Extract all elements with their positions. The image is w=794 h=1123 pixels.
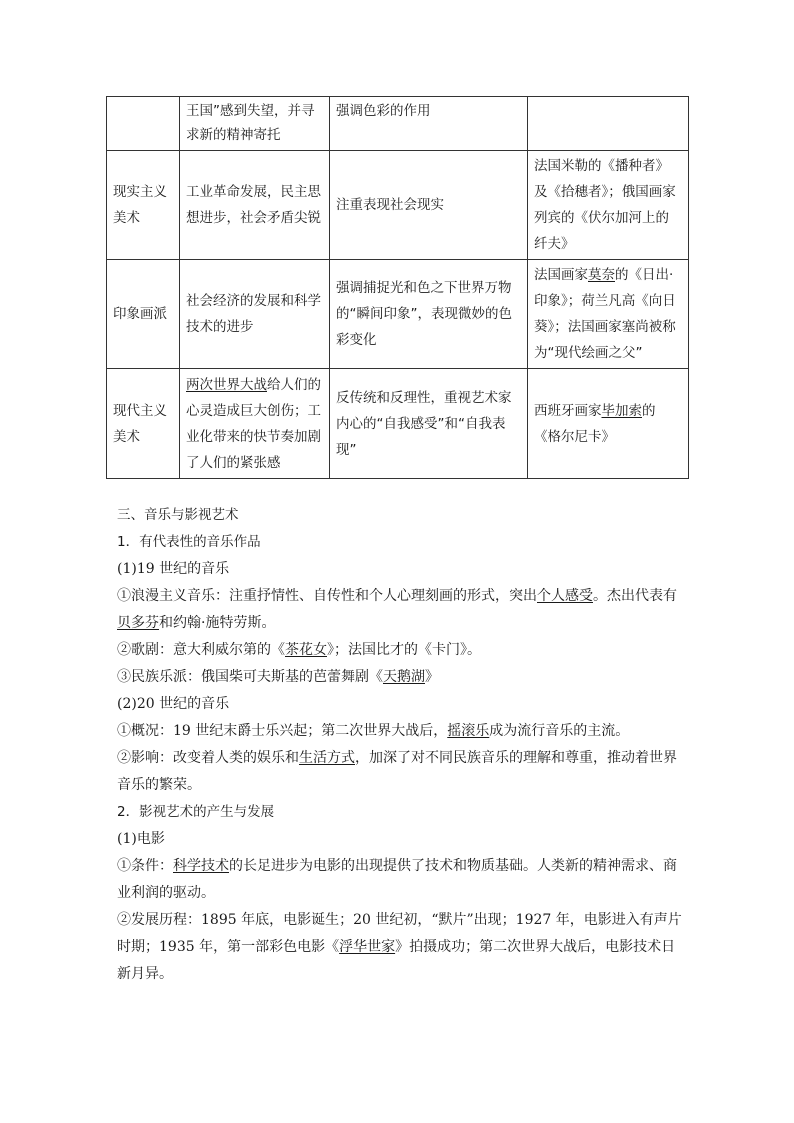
underlined-answer: 莫奈 xyxy=(588,267,615,283)
table-cell: 现实主义美术 xyxy=(107,151,180,260)
cell-text: 的《格尔尼卡》 xyxy=(534,402,656,445)
table-cell xyxy=(180,369,330,479)
underlined-answer: 天鹅湖 xyxy=(383,669,425,685)
text: ③民族乐派：俄国柴可夫斯基的芭蕾舞剧《 xyxy=(117,669,383,685)
cell-text: 法国画家 xyxy=(534,267,588,283)
subsection-heading: 2．影视艺术的产生与发展 xyxy=(117,804,275,820)
table-row xyxy=(107,151,689,260)
paragraph xyxy=(117,745,689,799)
art-movements-table xyxy=(106,96,689,479)
paragraph xyxy=(117,718,689,745)
paragraph xyxy=(117,664,689,691)
cell-text: 西班牙画家 xyxy=(534,402,602,419)
underlined-answer: 两次世界大战 xyxy=(186,376,267,393)
paragraph: (2)20 世纪的音乐 xyxy=(117,696,230,712)
paragraph xyxy=(117,853,689,907)
underlined-answer: 科学技术 xyxy=(173,858,229,874)
text: 和约翰·施特劳斯。 xyxy=(159,615,276,631)
paragraph xyxy=(117,637,689,664)
paragraph: (1)电影 xyxy=(117,831,165,847)
text: ②歌剧：意大利威尔第的《 xyxy=(117,642,285,658)
underlined-answer: 浮华世家 xyxy=(339,939,396,955)
table-cell: 注重表现社会现实 xyxy=(330,151,528,260)
text: 》拍摄成功；第二次世界大战后，电影技术日新月异。 xyxy=(117,939,676,982)
paragraph xyxy=(117,907,689,988)
table-row xyxy=(107,97,689,151)
table-cell xyxy=(107,97,180,151)
table-cell xyxy=(528,369,689,479)
table-cell xyxy=(528,260,689,369)
table-cell: 强调色彩的作用 xyxy=(330,97,528,151)
table-cell: 强调捕捉光和色之下世界万物的“瞬间印象”，表现微妙的色彩变化 xyxy=(330,260,528,369)
text: ①条件： xyxy=(117,858,173,874)
underlined-answer: 个人感受 xyxy=(537,588,593,604)
table-cell: 反传统和反理性，重视艺术家内心的“自我感受”和“自我表现” xyxy=(330,369,528,479)
table-cell: 社会经济的发展和科学技术的进步 xyxy=(180,260,330,369)
table-cell: 印象画派 xyxy=(107,260,180,369)
text: ①浪漫主义音乐：注重抒情性、自传性和个人心理刻画的形式，突出 xyxy=(117,588,537,604)
subsection-heading: 1．有代表性的音乐作品 xyxy=(117,534,261,550)
cell-text: 的《日出·印象》；荷兰凡高《向日葵》；法国画家塞尚被称为“现代绘画之父” xyxy=(534,267,676,361)
text: 》 xyxy=(425,669,439,685)
underlined-answer: 毕加索 xyxy=(601,402,642,419)
paragraph xyxy=(117,583,689,637)
cell-text: 给人们的心灵造成巨大创伤；工业化带来的快节奏加剧了人们的紧张感 xyxy=(186,376,321,471)
table-cell: 工业革命发展，民主思想进步，社会矛盾尖锐 xyxy=(180,151,330,260)
table-row xyxy=(107,369,689,479)
table-cell xyxy=(528,97,689,151)
text: 》；法国比才的《卡门》。 xyxy=(327,642,481,658)
underlined-answer: 贝多芬 xyxy=(117,615,159,631)
paragraph: (1)19 世纪的音乐 xyxy=(117,561,230,577)
table-cell: 现代主义美术 xyxy=(107,369,180,479)
text: 成为流行音乐的主流。 xyxy=(489,723,630,739)
text: 的长足进步为电影的出现提供了技术和物质基础。人类新的精神需求、商业利润的驱动。 xyxy=(117,858,677,901)
text: 。杰出代表有 xyxy=(593,588,677,604)
text: ，加深了对不同民族音乐的理解和尊重，推动着世界音乐的繁荣。 xyxy=(117,750,677,793)
underlined-answer: 生活方式 xyxy=(299,750,355,766)
section-body xyxy=(117,502,689,988)
table-cell: 法国米勒的《播种者》及《拾穗者》；俄国画家列宾的《伏尔加河上的纤夫》 xyxy=(528,151,689,260)
table-row xyxy=(107,260,689,369)
underlined-answer: 茶花女 xyxy=(285,642,327,658)
underlined-answer: 摇滚乐 xyxy=(447,723,490,739)
text: ②影响：改变着人类的娱乐和 xyxy=(117,750,299,766)
section-heading: 三、音乐与影视艺术 xyxy=(117,507,239,523)
table-cell: 王国”感到失望，并寻求新的精神寄托 xyxy=(180,97,330,151)
text: ②发展历程：1895 年底，电影诞生；20 世纪初，“默片”出现；1927 年，电影进入有声片时期；1935 年，第一部彩色电影《 xyxy=(117,912,682,955)
text: ①概况：19 世纪末爵士乐兴起；第二次世界大战后， xyxy=(117,723,448,739)
